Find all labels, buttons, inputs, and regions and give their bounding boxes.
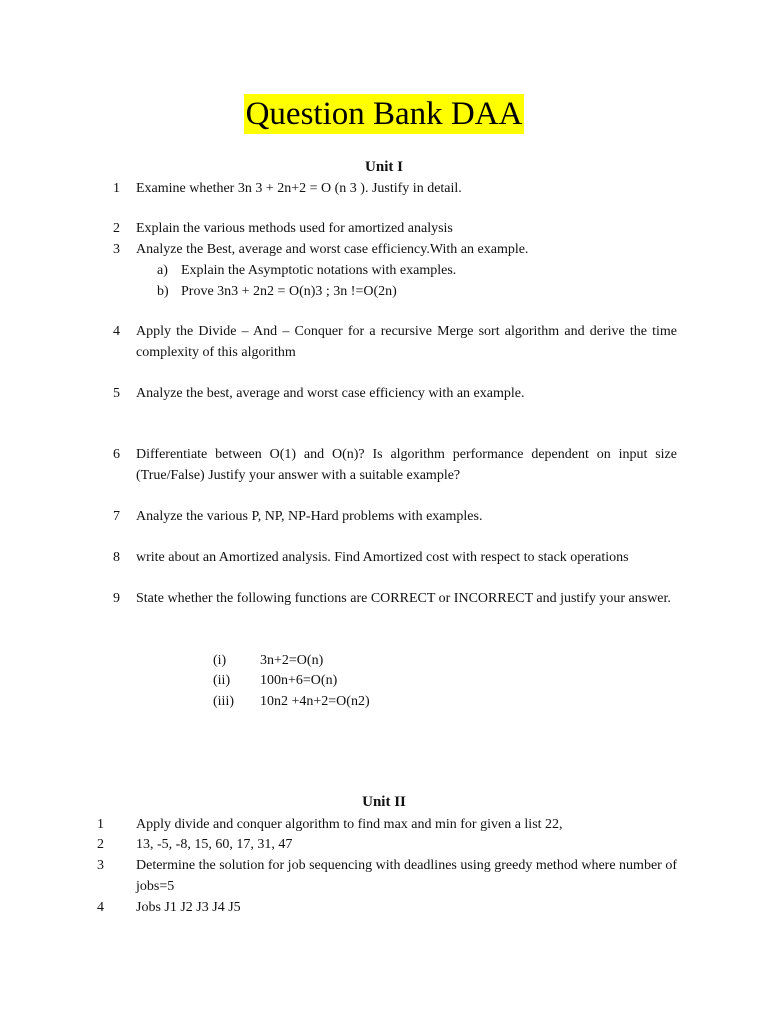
question-text: Differentiate between O(1) and O(n)? Is algorithm performance dependent on input size (True/False) Justify your answer with a suitable example?: [136, 447, 677, 483]
item-label: (iii): [213, 694, 234, 709]
question-number: 6: [113, 447, 120, 462]
title-container: [0, 94, 768, 134]
question-number: 2: [113, 221, 120, 236]
question-text: Explain the various methods used for amortized analysis: [136, 221, 453, 236]
question-number: 4: [97, 900, 104, 915]
question-number: 1: [113, 181, 120, 196]
item-label: (i): [213, 653, 227, 668]
question-text: Analyze the best, average and worst case efficiency with an example.: [136, 386, 525, 401]
item-text: 3n+2=O(n): [260, 653, 324, 668]
question-text: write about an Amortized analysis. Find Amortized cost with respect to stack operations: [136, 550, 629, 565]
item-text: 100n+6=O(n): [260, 673, 338, 688]
question-number: 3: [113, 242, 120, 257]
question-number: 9: [113, 591, 120, 606]
unit-1-heading: Unit I: [365, 159, 403, 175]
question-number: 5: [113, 386, 120, 401]
question-number: 2: [97, 837, 104, 852]
question-text: Analyze the Best, average and worst case efficiency.With an example.: [136, 242, 529, 257]
sub-text: Prove 3n3 + 2n2 = O(n)3 ; 3n !=O(2n): [181, 284, 397, 299]
question-text: Apply divide and conquer algorithm to find max and min for given a list 22,: [136, 817, 563, 832]
sub-label: b): [157, 284, 169, 299]
question-number: 1: [97, 817, 104, 832]
question-text: Apply the Divide – And – Conquer for a recursive Merge sort algorithm and derive the time complexity of this algorithm: [136, 324, 677, 360]
question-text: Jobs J1 J2 J3 J4 J5: [136, 900, 241, 915]
question-number: 7: [113, 509, 120, 524]
sub-text: Explain the Asymptotic notations with examples.: [181, 263, 457, 278]
document-title: Question Bank DAA: [245, 96, 523, 132]
sub-label: a): [157, 263, 168, 278]
question-text: Analyze the various P, NP, NP-Hard problems with examples.: [136, 509, 483, 524]
unit-2-heading: Unit II: [362, 794, 406, 810]
question-number: 4: [113, 324, 120, 339]
question-number: 8: [113, 550, 120, 565]
item-label: (ii): [213, 673, 231, 688]
question-number: 3: [97, 858, 104, 873]
item-text: 10n2 +4n+2=O(n2): [260, 694, 370, 709]
question-text: Examine whether 3n 3 + 2n+2 = O (n 3 ). Justify in detail.: [136, 181, 462, 196]
question-text: Determine the solution for job sequencing with deadlines using greedy method where number of jobs=5: [136, 858, 677, 894]
question-text: 13, -5, -8, 15, 60, 17, 31, 47: [136, 837, 293, 852]
question-text: State whether the following functions are CORRECT or INCORRECT and justify your answer.: [136, 591, 671, 606]
